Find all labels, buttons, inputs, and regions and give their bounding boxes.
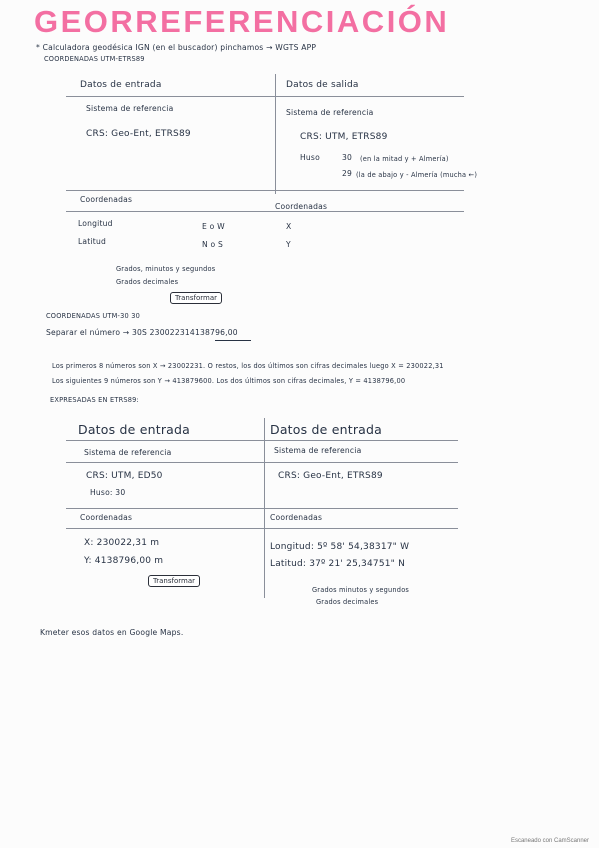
table1-grados-2: Grados decimales [116, 278, 179, 286]
table1-huso-29-note: (la de abajo y - Almería (mucha ←) [356, 171, 478, 179]
table1-latitud: Latitud [78, 237, 106, 246]
table2-latitud: Latitud: 37º 21' 25,34751" N [270, 559, 406, 569]
scanner-watermark: Escaneado con CamScanner [510, 838, 589, 844]
table2-hline-1 [66, 440, 458, 441]
table2-output-crs: CRS: Geo-Ent, ETRS89 [278, 471, 383, 481]
table2-longitud: Longitud: 5º 58' 54,38317" W [270, 542, 410, 552]
table1-input-ref: Sistema de referencia [86, 104, 174, 113]
table1-output-ref: Sistema de referencia [286, 108, 374, 117]
table1-coords-left: Coordenadas [80, 195, 133, 204]
table2-grados-2: Grados decimales [316, 598, 379, 606]
table1-output-crs: CRS: UTM, ETRS89 [300, 132, 388, 142]
table1-coords-right: Coordenadas [275, 202, 328, 211]
table1-input-header: Datos de entrada [80, 80, 162, 90]
paragraph-y: Los siguientes 9 números son Y → 413879600. Los dos últimos son cifras decimales, Y = 4138796,00 [52, 377, 406, 385]
table2-output-ref: Sistema de referencia [274, 446, 362, 455]
table1-huso-label: Huso [300, 153, 320, 162]
table2-input-header: Datos de entrada [78, 422, 191, 437]
table2-x-value: X: 230022,31 m [84, 538, 160, 548]
separar-numero: Separar el número → 30S 230022314138796,00 [46, 328, 238, 337]
table1-output-header: Datos de salida [286, 80, 359, 90]
table1-longitud: Longitud [78, 219, 113, 228]
table1-vline [275, 74, 276, 194]
table1-transform-button[interactable]: Transformar [170, 292, 222, 304]
table2-grados-1: Grados minutos y segundos [312, 586, 410, 594]
table2-coords-right: Coordenadas [270, 513, 323, 522]
underline-mark [215, 340, 251, 341]
page-title: GEORREFERENCIACIÓN [34, 4, 450, 39]
final-note: Kmeter esos datos en Google Maps. [40, 628, 184, 637]
table1-eow: E o W [202, 222, 225, 231]
table1-hline-1 [66, 96, 464, 97]
table1-input-crs: CRS: Geo-Ent, ETRS89 [86, 129, 191, 139]
intro-line-2: COORDENADAS UTM-ETRS89 [44, 55, 145, 63]
table1-grados-1: Grados, minutos y segundos [116, 265, 216, 273]
table1-huso-30-note: (en la mitad y + Almería) [360, 155, 449, 163]
table2-input-ref: Sistema de referencia [84, 448, 172, 457]
paragraph-x: Los primeros 8 números son X → 23002231. O restos, los dos últimos son cifras decimales luego X = 230022,31 [52, 362, 444, 370]
table1-hline-2 [66, 190, 464, 191]
table2-y-value: Y: 4138796,00 m [84, 556, 164, 566]
utm-heading: COORDENADAS UTM-30 30 [46, 312, 141, 320]
table1-nos: N o S [202, 240, 223, 249]
table2-input-crs: CRS: UTM, ED50 [86, 471, 163, 481]
table2-hline-3 [66, 508, 458, 509]
table2-coords-left: Coordenadas [80, 513, 133, 522]
expresadas-label: EXPRESADAS EN ETRS89: [50, 396, 139, 404]
table2-transform-button[interactable]: Transformar [148, 575, 200, 587]
intro-line-1: * Calculadora geodésica IGN (en el buscador) pinchamos → WGTS APP [36, 43, 317, 52]
table1-x: X [286, 222, 292, 231]
table2-output-header: Datos de entrada [270, 422, 383, 437]
table1-y: Y [286, 240, 291, 249]
table2-hline-2 [66, 462, 458, 463]
table2-huso: Huso: 30 [90, 488, 126, 497]
table1-hline-3 [66, 211, 464, 212]
table1-huso-29: 29 [342, 169, 353, 178]
table1-huso-30: 30 [342, 153, 353, 162]
table2-hline-4 [66, 528, 458, 529]
